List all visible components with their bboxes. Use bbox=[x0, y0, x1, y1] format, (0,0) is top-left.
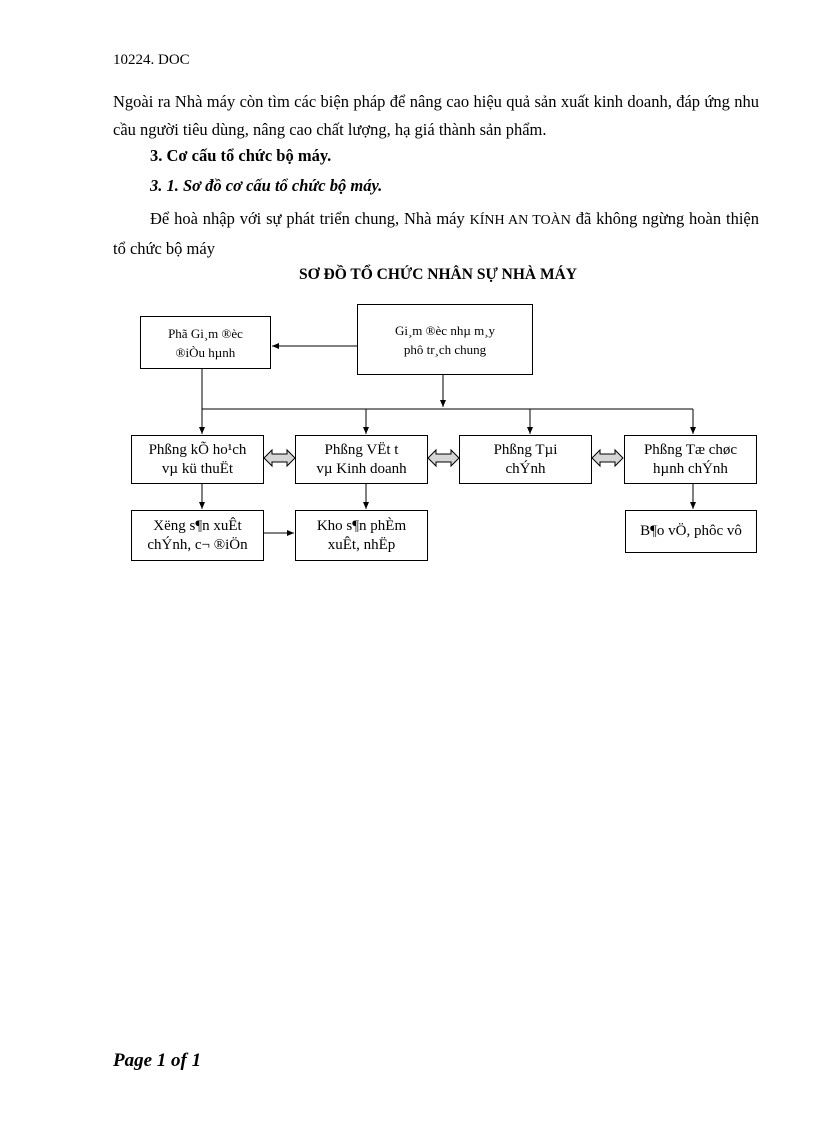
security-label: B¶o vÖ, phôc vô bbox=[640, 523, 742, 539]
security-service-box bbox=[625, 510, 757, 553]
director-box bbox=[357, 304, 533, 375]
section-subheading: 3. 1. Sơ đồ cơ cấu tổ chức bộ máy. bbox=[150, 176, 383, 195]
deputy-line-1: Phã Gi¸m ®èc bbox=[168, 325, 243, 341]
section-heading: 3. Cơ cấu tổ chức bộ máy. bbox=[150, 146, 332, 165]
section-text-after: đã không ngừng hoàn thiện tổ chức bộ máy bbox=[113, 209, 759, 258]
dept-finance-line-1: Phßng Tµi bbox=[493, 441, 558, 458]
dept-supply-business-box bbox=[295, 435, 428, 484]
warehouse-line-1: Kho s¶n phÈm bbox=[316, 517, 407, 534]
dept-admin-box bbox=[624, 435, 757, 484]
company-name: KÍNH AN TOÀN bbox=[469, 213, 571, 228]
deputy-director-box bbox=[140, 316, 271, 369]
dept-planning-technical-box bbox=[131, 435, 264, 484]
dept-admin-line-1: Phßng Tæ chøc bbox=[643, 441, 738, 458]
dept-tech-line-1: Phßng kÕ ho¹ch bbox=[148, 441, 247, 458]
dept-finance-line-2: chÝnh bbox=[505, 460, 546, 477]
warehouse-box bbox=[295, 510, 428, 561]
dept-tech-line-2: vµ kü thuËt bbox=[161, 460, 234, 477]
workshop-box bbox=[131, 510, 264, 561]
director-line-1: Gi¸m ®èc nhµ m¸y bbox=[394, 322, 496, 338]
deputy-line-2: ®iÒu hµnh bbox=[175, 344, 236, 360]
page-footer: Page 1 of 1 bbox=[113, 1050, 202, 1071]
double-arrow-icon bbox=[264, 450, 295, 466]
workshop-line-2: chÝnh, c¬ ®iÖn bbox=[147, 536, 248, 553]
dept-supply-line-2: vµ Kinh doanh bbox=[316, 460, 407, 477]
section-text-before: Để hoà nhập với sự phát triển chung, Nhà máy bbox=[150, 209, 470, 228]
director-line-2: phô tr¸ch chung bbox=[403, 341, 487, 357]
double-arrow-icon bbox=[428, 450, 459, 466]
chart-title: SƠ ĐỒ TỔ CHỨC NHÂN SỰ NHÀ MÁY bbox=[298, 266, 577, 283]
dept-supply-line-1: Phßng VËt t bbox=[324, 441, 399, 458]
intro-paragraph: Ngoài ra Nhà máy còn tìm các biện pháp để nâng cao hiệu quả sản xuất kinh doanh, đáp ứng nhu cầu người tiêu dùng, nâng cao chất lượng, hạ giá thành sản phẩm. bbox=[113, 92, 759, 139]
dept-finance-box bbox=[459, 435, 592, 484]
double-arrow-icon bbox=[592, 450, 623, 466]
warehouse-line-2: xuÊt, nhËp bbox=[327, 536, 396, 553]
document-id: 10224. DOC bbox=[113, 52, 190, 68]
workshop-line-1: Xëng s¶n xuÊt bbox=[153, 517, 242, 534]
dept-admin-line-2: hµnh chÝnh bbox=[653, 460, 728, 477]
